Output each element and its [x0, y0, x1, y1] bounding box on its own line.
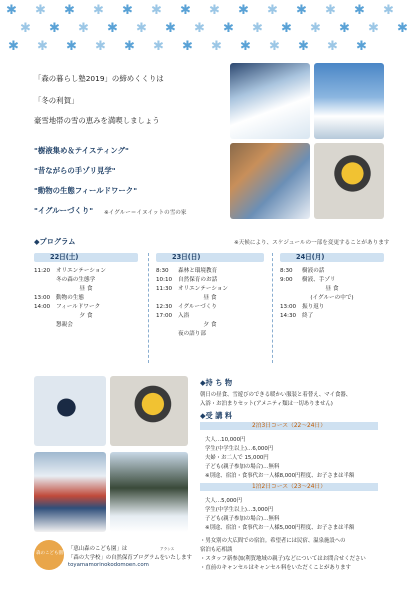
- snowflake-icon: ✱: [165, 21, 176, 36]
- schedule-row: [156, 312, 264, 321]
- igloo-note: ※イグルー＝イヌイットの雪の家: [104, 210, 187, 216]
- meal-label: 夕 食: [203, 322, 217, 328]
- schedule-row: [156, 276, 264, 285]
- fee-line: 夫婦・お二人で 15,000円: [205, 455, 269, 461]
- snowflake-icon: ✱: [327, 39, 338, 54]
- intro-line-3: 豪雪地帯の雪の恵みを満喫しましょう: [34, 116, 160, 125]
- fee-line: ※別途、宿泊・食事代お一人様8,000円程度、お子さまは半額: [205, 473, 355, 479]
- photo-snow-hole: [34, 376, 106, 446]
- snowflake-icon: ✱: [8, 39, 19, 54]
- schedule-time: 17:00: [156, 313, 173, 319]
- snowflake-icon: ✱: [296, 3, 307, 18]
- meal-label: 夕 食: [79, 313, 93, 319]
- snowflake-icon: ✱: [194, 21, 205, 36]
- snowflake-icon: ✱: [20, 21, 31, 36]
- snowflake-icon: ✱: [122, 3, 133, 18]
- day-label: 24日(月): [280, 253, 384, 262]
- snowflake-icon: ✱: [252, 21, 263, 36]
- schedule-activity: 振り返り: [302, 304, 325, 310]
- fees-title: ◆受 講 料: [200, 411, 233, 420]
- snowflake-icon: ✱: [223, 21, 234, 36]
- schedule-time: 9:00: [280, 277, 293, 283]
- schedule-row: [34, 267, 138, 276]
- belongings-line: 朝日の昼食、雪遊びのできる暖かい服装と着替え、マイ食器、: [200, 392, 352, 398]
- photo-snow-forest: [230, 63, 310, 139]
- program-title: ◆プログラム: [34, 237, 76, 246]
- schedule-activity: 自然保育のお話: [178, 277, 218, 283]
- schedule-row: [156, 303, 264, 312]
- snowflake-icon: ✱: [37, 39, 48, 54]
- course-2-band: 1泊2日コース（23〜24日）: [200, 483, 378, 491]
- schedule-activity: オリエンテーション: [178, 286, 229, 292]
- schedule-activity: イグルーづくり: [178, 304, 217, 310]
- snowflake-icon: ✱: [64, 3, 75, 18]
- schedule-time: 8:30: [280, 268, 293, 274]
- photo-sled-walk: [110, 452, 188, 532]
- snowflake-icon: ✱: [356, 39, 367, 54]
- snowflake-icon: ✱: [325, 3, 336, 18]
- snowflake-icon: ✱: [238, 3, 249, 18]
- schedule-time: [34, 321, 56, 330]
- schedule-row: [280, 312, 384, 321]
- photo-child-helmet: [314, 143, 384, 219]
- schedule-time: 13:00: [34, 295, 51, 301]
- snowflake-icon: ✱: [310, 21, 321, 36]
- schedule-time: [34, 276, 56, 285]
- fee-line: 大人…10,000円: [205, 437, 246, 443]
- snowflake-icon: ✱: [368, 21, 379, 36]
- schedule-activity: フィールドワーク: [56, 304, 101, 310]
- snowflake-icon: ✱: [397, 21, 408, 36]
- photo-snowy-mountain: [314, 63, 384, 139]
- logo-text: 森のこども園: [36, 551, 63, 556]
- schedule-activity: 樹液の話: [302, 268, 325, 274]
- snowflake-icon: ✱: [35, 3, 46, 18]
- schedule-activity: 動物の生態: [56, 295, 84, 301]
- photo-children-sled: [230, 143, 310, 219]
- snowflake-icon: ✱: [298, 39, 309, 54]
- schedule-activity: 入浴: [178, 313, 190, 319]
- schedule-time: 14:00: [34, 304, 51, 310]
- schedule-time: 12:30: [156, 304, 173, 310]
- snowflake-icon: ✱: [6, 3, 17, 18]
- schedule-row: [34, 303, 138, 312]
- schedule-row: [156, 285, 264, 294]
- schedule-time: [156, 330, 178, 339]
- schedule-time: 10:10: [156, 277, 173, 283]
- snowflake-icon: ✱: [383, 3, 394, 18]
- snowflake-icon: ✱: [240, 39, 251, 54]
- schedule-activity: 終了: [302, 313, 314, 319]
- footer-line-2: 「森の大学校」の自然保育プログラムをいたします: [68, 555, 192, 561]
- intro-line-1: 「森の暮らし塾2019」の締めくくりは: [34, 74, 164, 83]
- schedule-activity: 樹液、手ゾリ: [302, 277, 336, 283]
- snowflake-icon: ✱: [95, 39, 106, 54]
- fee-note: ・直前のキャンセルはキャンセル料をいただくことがあります: [200, 565, 351, 571]
- belongings-line: 入浴・お泊まりセット(アメニティ類は一切ありません): [200, 401, 333, 407]
- course-1-band: 2泊3日コース（22〜24日）: [200, 422, 378, 430]
- schedule-time: 13:00: [280, 304, 297, 310]
- belongings-title: ◆持 ち 物: [200, 378, 233, 387]
- schedule-time: 14:30: [280, 313, 297, 319]
- footer: [34, 540, 192, 576]
- schedule-activity: 冬の森の生態学: [56, 277, 96, 283]
- schedule-activity: 森林と環境教育: [178, 268, 218, 274]
- snowflake-icon: ✱: [211, 39, 222, 54]
- schedule-row: [280, 303, 384, 312]
- photo-igloo-building: [110, 376, 188, 446]
- meal-label: 昼 食: [325, 286, 339, 292]
- schedule-row: [34, 321, 138, 330]
- footer-ruby: アランス: [160, 547, 175, 551]
- fee-line: ※別途、宿泊・食事代お一人様5,000円程度、お子さまは半額: [205, 525, 355, 531]
- snowflake-icon: ✱: [151, 3, 162, 18]
- program-day-1: [34, 253, 138, 330]
- schedule-activity: 懇親会: [56, 322, 73, 328]
- school-logo: [34, 540, 64, 570]
- program-note: ※天候により、スケジュールの一部を変更することがあります: [234, 240, 390, 246]
- snowflake-icon: ✱: [136, 21, 147, 36]
- schedule-row: [34, 294, 138, 303]
- divider: [148, 253, 149, 363]
- fee-note: 宿泊も応相談: [200, 547, 233, 553]
- fee-line: 子ども(親子参加の場合)…無料: [205, 464, 280, 470]
- fee-line: 大人…5,000円: [205, 498, 242, 504]
- intro-item-sap: "樹液集め＆テイスティング": [34, 146, 129, 155]
- program-day-3: [280, 253, 384, 321]
- fee-line: 子ども(親子参加の場合)…無料: [205, 516, 280, 522]
- schedule-row: [280, 267, 384, 276]
- snowflake-icon: ✱: [339, 21, 350, 36]
- schedule-time: 8:30: [156, 268, 169, 274]
- snowflake-icon: ✱: [153, 39, 164, 54]
- fee-note: ・男女別の大広間での宿泊。希望者には民宿、温泉施設への: [200, 538, 346, 544]
- footer-url-link[interactable]: toyamamorinokodomoen.com: [68, 562, 149, 568]
- schedule-row: [34, 276, 138, 285]
- intro-item-sled: "昔ながらの手ゾリ見学": [34, 166, 116, 175]
- snowflake-icon: ✱: [281, 21, 292, 36]
- meal-label: 昼 食: [79, 286, 93, 292]
- photo-group: [34, 452, 106, 532]
- snowflake-icon: ✱: [124, 39, 135, 54]
- footer-line-1: 「恵山森のこども園」は: [68, 546, 128, 552]
- snowflake-icon: ✱: [93, 3, 104, 18]
- snowflake-icon: ✱: [66, 39, 77, 54]
- meal-label: 昼 食: [203, 295, 217, 301]
- schedule-row: [156, 330, 264, 339]
- day-label: 22日(土): [34, 253, 138, 262]
- schedule-activity: 夜の語り部: [178, 331, 206, 337]
- divider: [272, 253, 273, 363]
- schedule-time: 11:30: [156, 286, 173, 292]
- meal-label: (イグルーの中で): [310, 295, 354, 301]
- schedule-activity: オリエンテーション: [56, 268, 107, 274]
- snowflake-icon: ✱: [354, 3, 365, 18]
- schedule-row: [156, 267, 264, 276]
- program-day-2: [156, 253, 264, 339]
- snowflake-icon: ✱: [180, 3, 191, 18]
- intro-item-igloo: "イグルーづくり": [34, 206, 94, 215]
- snowflake-icon: ✱: [49, 21, 60, 36]
- schedule-time: 11:20: [34, 268, 51, 274]
- intro-item-animals: "動物の生態フィールドワーク": [34, 186, 138, 195]
- snowflake-icon: ✱: [78, 21, 89, 36]
- snowflake-icon: ✱: [267, 3, 278, 18]
- snowflake-icon: ✱: [182, 39, 193, 54]
- snowflake-icon: ✱: [107, 21, 118, 36]
- fee-line: 学生(中学生以上)…3,000円: [205, 507, 274, 513]
- snowflake-icon: ✱: [209, 3, 220, 18]
- snowflake-icon: ✱: [269, 39, 280, 54]
- fee-line: 学生(中学生以上)…6,000円: [205, 446, 274, 452]
- intro-line-2: 「冬の利賀」: [34, 96, 79, 105]
- day-label: 23日(日): [156, 253, 264, 262]
- schedule-row: [280, 276, 384, 285]
- fee-note: ・スタッフ新参加(利賀地域の親子)などについてはお問合せください: [200, 556, 366, 562]
